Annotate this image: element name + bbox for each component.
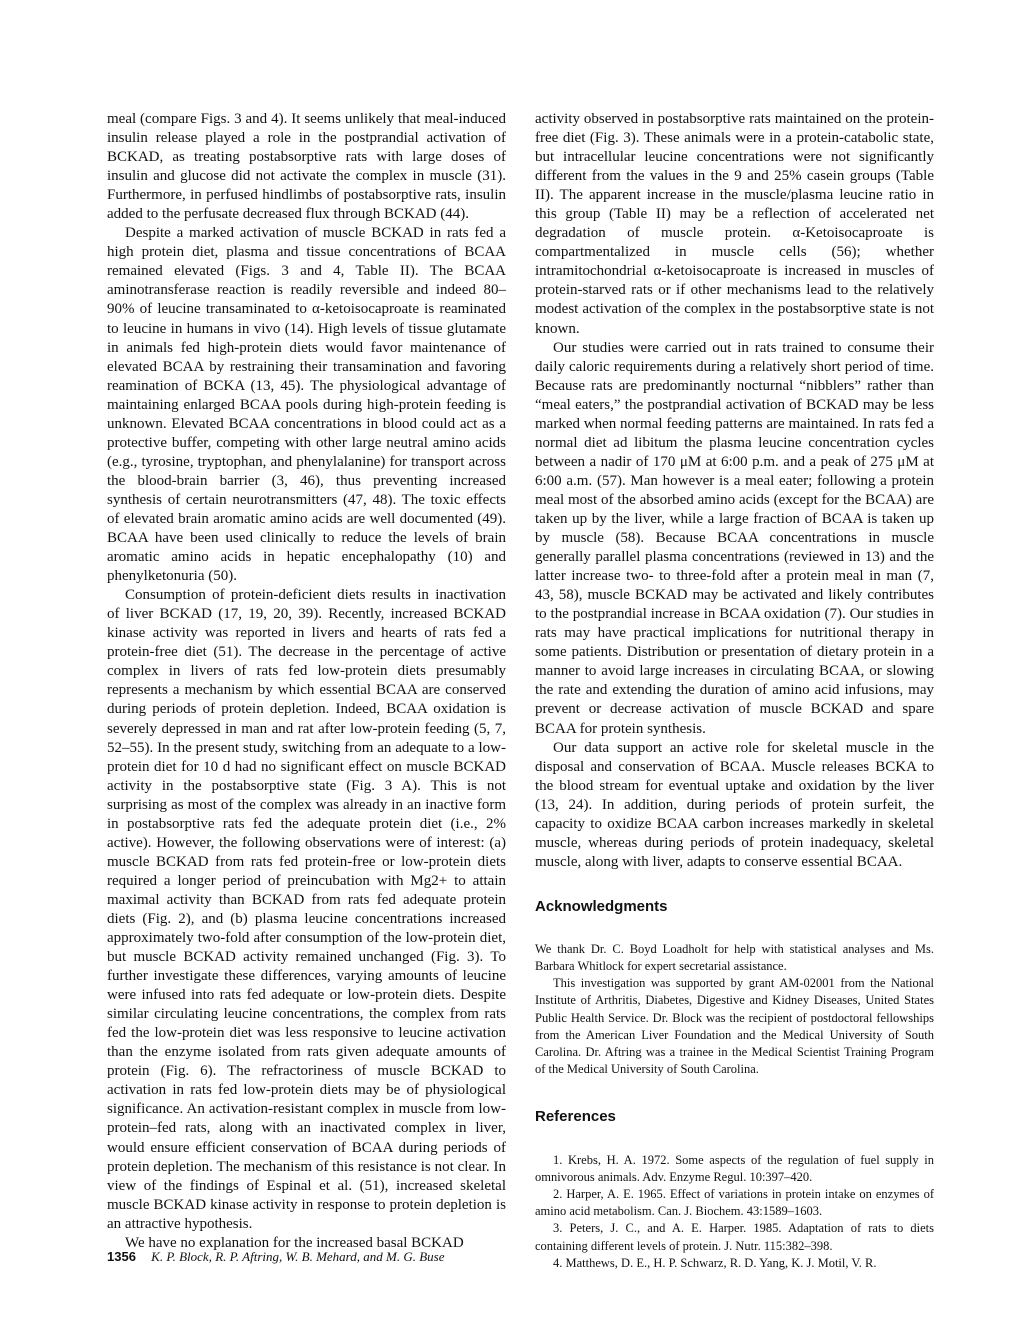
- reference-item: 2. Harper, A. E. 1965. Effect of variations in protein intake on enzymes of amino acid metabolism. Can. J. Biochem. 43:1589–1603.: [535, 1186, 934, 1219]
- references-list: [535, 1152, 934, 1272]
- page-footer: [107, 1249, 445, 1265]
- reference-item: 1. Krebs, H. A. 1972. Some aspects of the regulation of fuel supply in omnivorous animals. Adv. Enzyme Regul. 10:397–420.: [535, 1152, 934, 1184]
- acknowledgments-paragraph: We thank Dr. C. Boyd Loadholt for help with statistical analyses and Ms. Barbara Whitlock for expert secretarial assistance.: [535, 941, 934, 974]
- reference-item: 4. Matthews, D. E., H. P. Schwarz, R. D. Yang, K. J. Motil, V. R.: [553, 1255, 877, 1270]
- reference-item: 3. Peters, J. C., and A. E. Harper. 1985. Adaptation of rats to diets containing different levels of protein. J. Nutr. 115:382–398.: [535, 1221, 934, 1253]
- body-paragraph: Despite a marked activation of muscle BCKAD in rats fed a high protein diet, plasma and tissue concentrations of BCAA remained elevated (Figs. 3 and 4, Table II). The BCAA aminotransferase reaction is readily reversible and indeed 80–90% of leucine transaminated to α-ketoisocaproate is reaminated to leucine in humans in vivo (14). High levels of tissue glutamate in animals fed high-protein diets would favor maintenance of elevated BCAA by restraining their transamination and favoring reamination of BCKA (13, 45). The physiological advantage of maintaining enlarged BCAA pools during high-protein feeding is unknown. Elevated BCAA concentrations in blood could act as a protective buffer, competing with other large neutral amino acids (e.g., tyrosine, tryptophan, and phenylalanine) for transport across the blood-brain barrier (3, 46), thus preventing increased synthesis of certain neurotransmitters (47, 48). The toxic effects of elevated brain aromatic amino acids are well documented (49). BCAA have been used clinically to reduce the levels of brain aromatic amino acids in hepatic encephalopathy (10) and phenylketonuria (50).: [107, 225, 506, 585]
- acknowledgments-section: [535, 941, 934, 1079]
- body-paragraph: Our studies were carried out in rats trained to consume their daily caloric requirements during a relatively short period of time. Because rats are predominantly nocturnal “nibblers” rather than “meal eaters,” the postprandial activation of BCKAD may be less marked when normal feeding patterns are maintained. In rats fed a normal diet ad libitum the plasma leucine concentration cycles between a nadir of 170 μM at 6:00 p.m. and a peak of 275 μM at 6:00 a.m. (57). Man however is a meal eater; following a protein meal most of the absorbed amino acids (except for the BCAA) are taken up by the liver, while a large fraction of BCAA is taken up by muscle (58). Because BCAA concentrations in muscle generally parallel plasma concentrations (reviewed in 13) and the latter increase two- to three-fold after a protein meal in man (7, 43, 58), muscle BCKAD may be activated and likely contributes to the postprandial increase in BCAA oxidation (7). Our studies in rats may have practical implications for nutritional therapy in some patients. Distribution or presentation of dietary protein in a manner to avoid large increases in circulating BCAA, or slowing the rate and extending the duration of amino acid infusions, may prevent or decrease activation of muscle BCKAD and spare BCAA for protein synthesis.: [535, 339, 934, 737]
- running-authors: K. P. Block, R. P. Aftring, W. B. Mehard, and M. G. Buse: [151, 1249, 445, 1264]
- references-heading: References: [535, 1107, 616, 1125]
- body-paragraph: Consumption of protein-deficient diets results in inactivation of liver BCKAD (17, 19, 20, 39). Recently, increased BCKAD kinase activity was reported in livers and hearts of rats fed a protein-free diet (51). The decrease in the percentage of active complex in livers of rats fed low-protein diets presumably represents a mechanism by which essential BCAA are conserved during periods of protein depletion. Indeed, BCAA oxidation is severely depressed in man and rat after low-protein feeding (5, 7, 52–55). In the present study, switching from an adequate to a low-protein diet for 10 d had no significant effect on muscle BCKAD activity in the postabsorptive state (Fig. 3 A). This is not surprising as most of the complex was already in an inactive form in postabsorptive rats fed the adequate protein diet (i.e., 2% active). However, the following observations were of interest: (a) muscle BCKAD from rats fed protein-free or low-protein diets required a longer period of preincubation with Mg2+ to attain maximal activity than BCKAD from rats fed adequate protein diets (Fig. 2), and (b) plasma leucine concentrations increased approximately two-fold after consumption of the low-protein diet, but muscle BCKAD activity remained unchanged (Fig. 3). To further investigate these differences, varying amounts of leucine were infused into rats fed adequate or low-protein diets. Despite similar circulating leucine concentrations, the complex from rats fed the low-protein diet was less responsive to leucine activation than the enzyme isolated from rats given adequate amounts of protein (Fig. 6). The refractoriness of muscle BCKAD to activation in rats fed low-protein diets may be of physiological significance. An activation-resistant complex in muscle from low-protein–fed rats, along with an inactivated complex in liver, would ensure efficient conservation of BCAA during periods of protein depletion. The mechanism of this resistance is not clear. In view of the findings of Espinal et al. (51), increased skeletal muscle BCKAD kinase activity in response to protein depletion is an attractive hypothesis.: [107, 587, 506, 1232]
- acknowledgments-heading: Acknowledgments: [535, 897, 668, 915]
- acknowledgments-paragraph: This investigation was supported by grant AM-02001 from the National Institute of Arthritis, Diabetes, Digestive and Kidney Diseases, United States Public Health Service. Dr. Block was the recipient of postdoctoral fellowships from the American Liver Foundation and the Medical University of South Carolina. Dr. Aftring was a trainee in the Medical Scientist Training Program of the Medical University of South Carolina.: [535, 976, 934, 1077]
- right-column: [535, 110, 934, 1272]
- page-number: 1356: [107, 1249, 136, 1264]
- body-paragraph: We have no explanation for the increased basal BCKAD: [125, 1234, 464, 1251]
- left-column: [107, 110, 506, 1253]
- body-paragraph: activity observed in postabsorptive rats maintained on the protein-free diet (Fig. 3). These animals were in a protein-catabolic state, but intracellular leucine concentrations were not significantly different from the values in the 9 and 25% casein groups (Table II). The apparent increase in the muscle/plasma leucine ratio in this group (Table II) may be a reflection of accelerated net degradation of muscle protein. α-Ketoisocaproate is compartmentalized in muscle cells (56); whether intramitochondrial α-ketoisocaproate is increased in muscles of protein-starved rats or if other mechanisms lead to the relatively modest activation of the complex in the postabsorptive state is not known.: [535, 111, 934, 337]
- body-paragraph: Our data support an active role for skeletal muscle in the disposal and conservation of BCAA. Muscle releases BCKA to the blood stream for eventual uptake and oxidation by the liver (13, 24). In addition, during periods of protein surfeit, the capacity to oxidize BCAA carbon increases markedly in skeletal muscle, whereas during periods of protein inadequacy, skeletal muscle, along with liver, adapts to conserve essential BCAA.: [535, 739, 934, 870]
- body-paragraph: meal (compare Figs. 3 and 4). It seems unlikely that meal-induced insulin release played a role in the postprandial activation of BCKAD, as treating postabsorptive rats with large doses of insulin and glucose did not activate the complex in muscle (31). Furthermore, in perfused hindlimbs of postabsorptive rats, insulin added to the perfusate decreased flux through BCKAD (44).: [107, 111, 506, 223]
